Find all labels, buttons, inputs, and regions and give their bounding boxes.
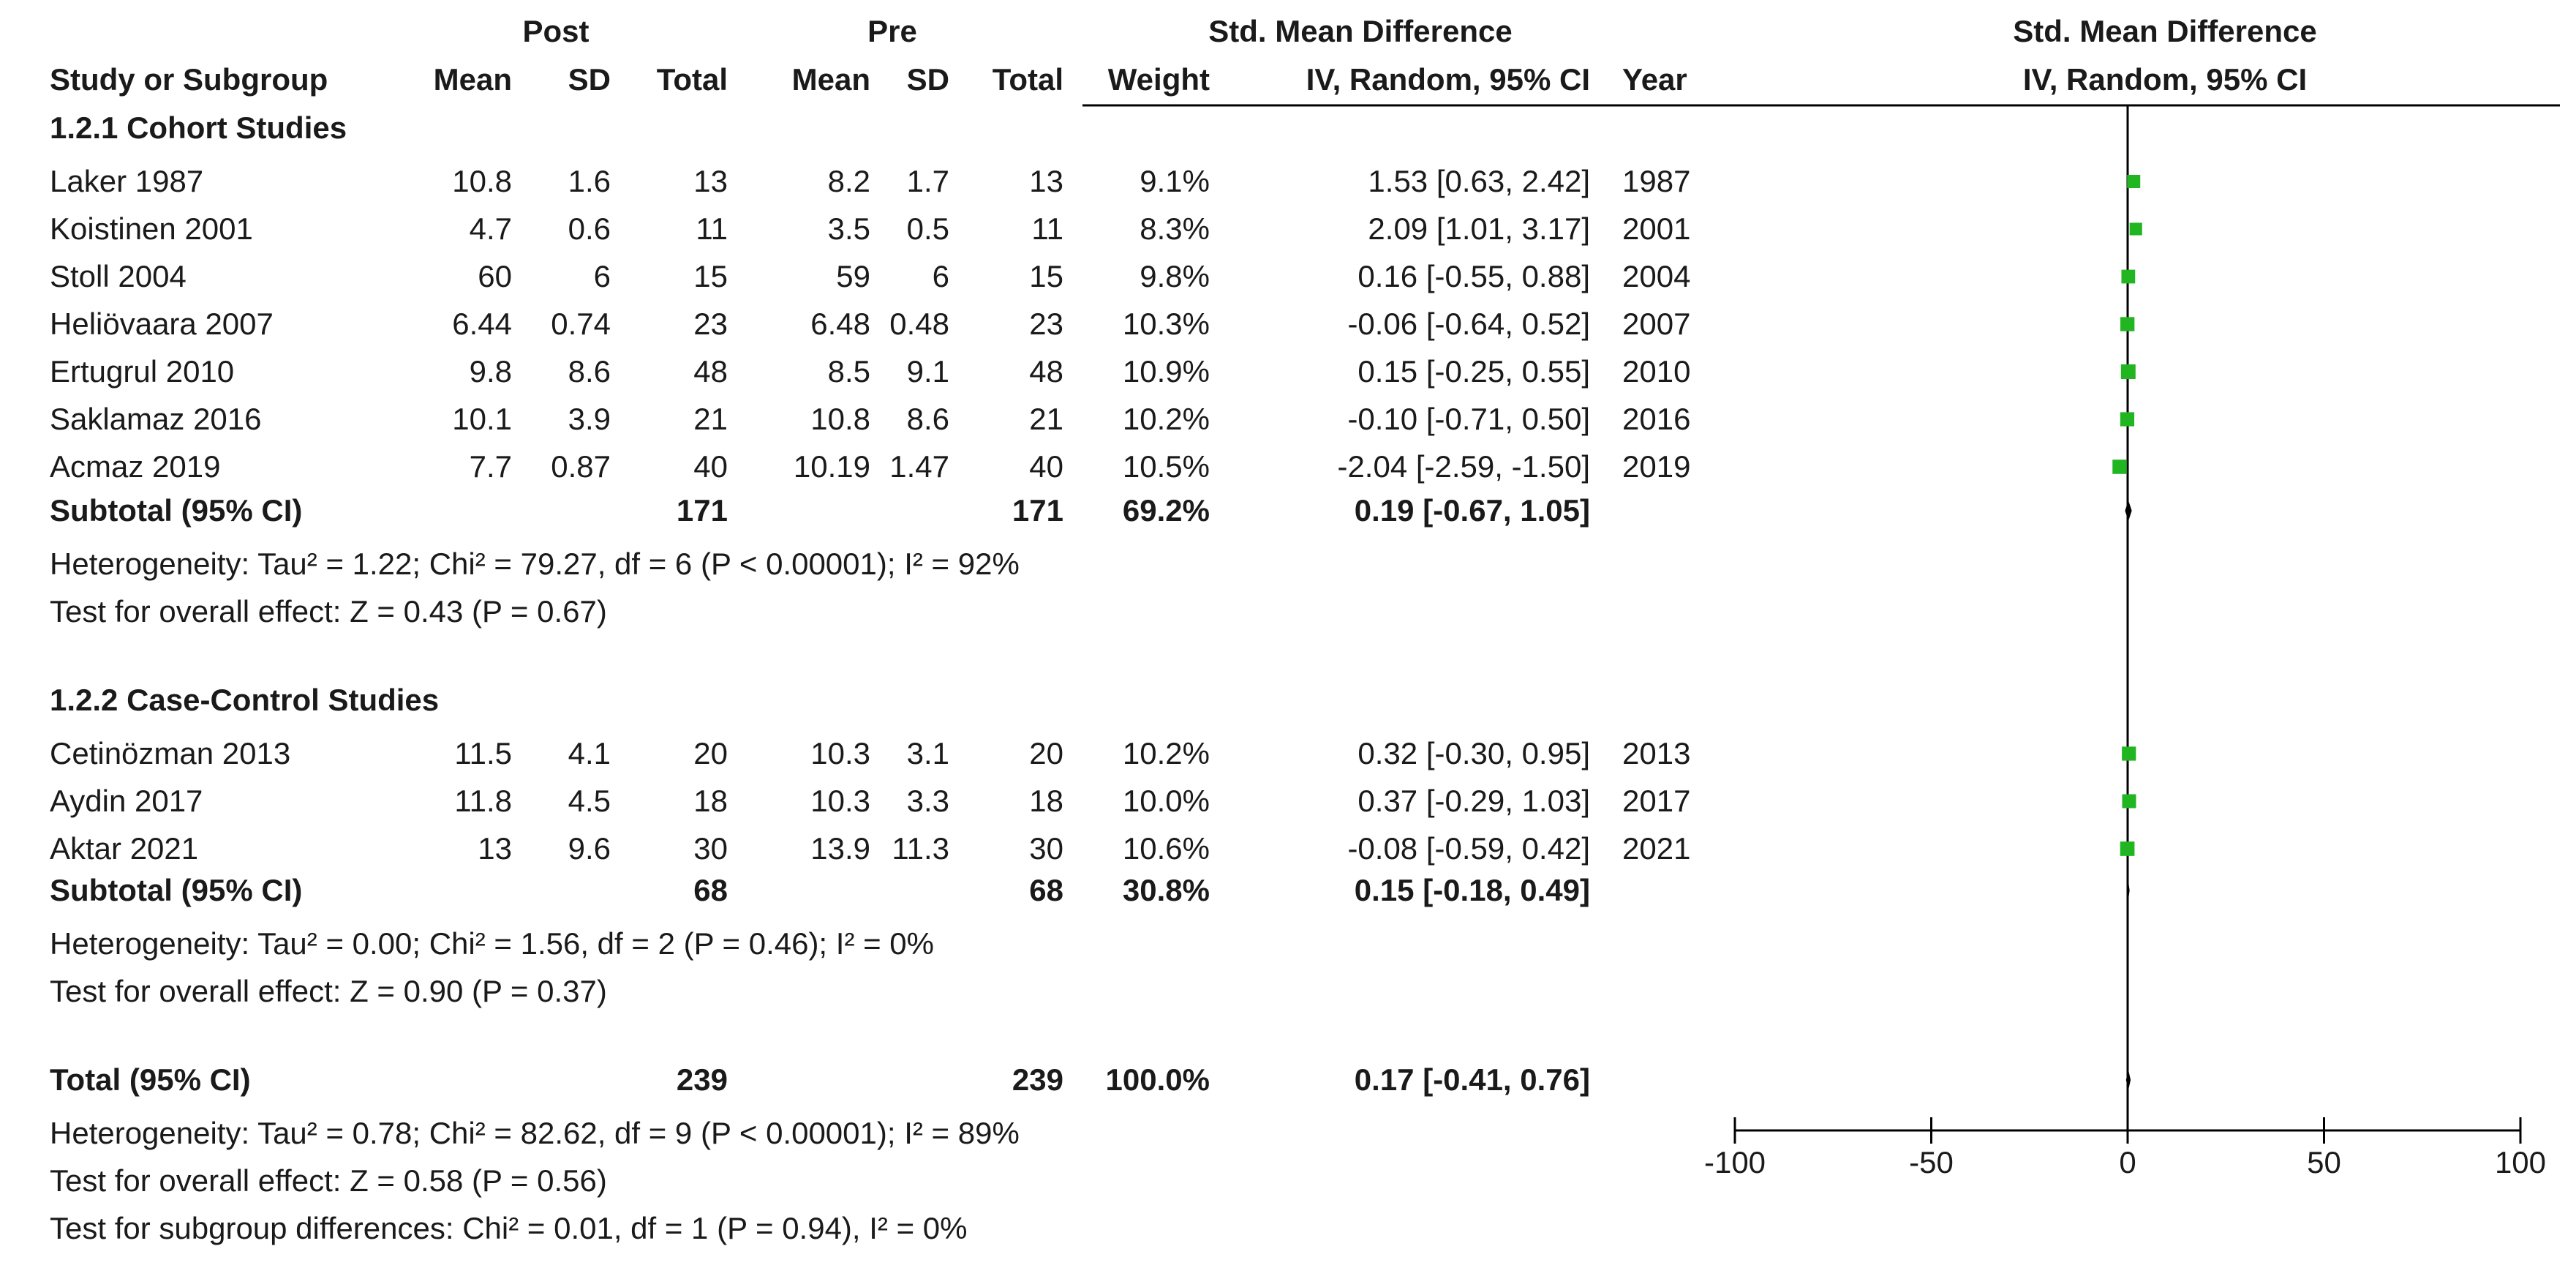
pre-sd: 3.1 [906,736,949,770]
effect-ci: 0.37 [-0.29, 1.03] [1357,784,1590,818]
study-marker [2130,222,2142,235]
weight: 10.6% [1122,831,1210,866]
study-marker [2127,175,2140,188]
study-marker [2120,412,2134,426]
effect-ci: 1.53 [0.63, 2.42] [1368,164,1590,198]
x-tick-label: -50 [1909,1145,1954,1179]
weight: 10.0% [1122,784,1210,818]
post-mean: 60 [478,259,512,293]
pre-mean: 10.3 [810,736,870,770]
subtotal-post-total: 171 [676,493,728,528]
study-name: Aktar 2021 [50,831,199,866]
weight: 9.1% [1140,164,1210,198]
weight: 8.3% [1140,211,1210,246]
total-overall-effect-text: Test for overall effect: Z = 0.58 (P = 0.56) [50,1163,607,1198]
subtotal-label: Subtotal (95% CI) [50,873,303,907]
post-sd: 6 [593,259,611,293]
header-mean1: Mean [433,62,512,97]
year: 2021 [1622,831,1691,866]
pre-mean: 3.5 [827,211,870,246]
x-tick-label: 50 [2307,1145,2341,1179]
subtotal-pre-total: 171 [1012,493,1063,528]
effect-ci: 0.16 [-0.55, 0.88] [1357,259,1590,293]
total-label: Total (95% CI) [50,1062,251,1097]
post-sd: 8.6 [568,354,611,389]
year: 2017 [1622,784,1691,818]
header-smd-right: Std. Mean Difference [2013,14,2317,48]
subtotal-effect-ci: 0.15 [-0.18, 0.49] [1354,873,1590,907]
weight: 10.9% [1122,354,1210,389]
study-name: Laker 1987 [50,164,204,198]
post-mean: 6.44 [452,307,512,341]
total-weight: 100.0% [1105,1062,1210,1097]
effect-ci: -0.10 [-0.71, 0.50] [1347,402,1590,436]
weight: 9.8% [1140,259,1210,293]
header-sd1: SD [568,62,611,97]
pre-mean: 8.2 [827,164,870,198]
effect-ci: 0.15 [-0.25, 0.55] [1357,354,1590,389]
effect-ci: -0.06 [-0.64, 0.52] [1347,307,1590,341]
total-effect-ci: 0.17 [-0.41, 0.76] [1354,1062,1590,1097]
post-mean: 11.8 [454,784,512,818]
header-total2: Total [992,62,1063,97]
subtotal-pre-total: 68 [1029,873,1063,907]
weight: 10.3% [1122,307,1210,341]
x-tick-label: 0 [2119,1145,2136,1179]
header-mean2: Mean [791,62,870,97]
subgroup-differences-text: Test for subgroup differences: Chi² = 0.01, df = 1 (P = 0.94), I² = 0% [50,1211,968,1245]
pre-sd: 1.47 [889,449,949,484]
pre-total: 21 [1029,402,1063,436]
subtotal-weight: 69.2% [1122,493,1210,528]
post-total: 13 [693,164,728,198]
effect-ci: -0.08 [-0.59, 0.42] [1347,831,1590,866]
pre-mean: 10.19 [793,449,870,484]
pre-sd: 1.7 [906,164,949,198]
heterogeneity-text: Heterogeneity: Tau² = 0.00; Chi² = 1.56, df = 2 (P = 0.46); I² = 0% [50,926,934,961]
study-name: Acmaz 2019 [50,449,221,484]
pre-mean: 13.9 [810,831,870,866]
heterogeneity-text: Heterogeneity: Tau² = 1.22; Chi² = 79.27, df = 6 (P < 0.00001); I² = 92% [50,547,1020,581]
total-heterogeneity-text: Heterogeneity: Tau² = 0.78; Chi² = 82.62, df = 9 (P < 0.00001); I² = 89% [50,1116,1020,1150]
pre-sd: 11.3 [892,831,949,866]
header-pre: Pre [867,14,917,48]
study-marker [2121,364,2136,379]
pooled-diamond [2125,500,2131,521]
year: 2019 [1622,449,1691,484]
pre-sd: 9.1 [906,354,949,389]
header-ci-left: IV, Random, 95% CI [1306,62,1590,97]
post-sd: 9.6 [568,831,611,866]
total-pre-total: 239 [1012,1062,1063,1097]
post-sd: 1.6 [568,164,611,198]
study-marker [2122,746,2136,760]
weight: 10.2% [1122,736,1210,770]
pre-total: 23 [1029,307,1063,341]
post-sd: 0.6 [568,211,611,246]
post-total: 21 [693,402,728,436]
header-study: Study or Subgroup [50,62,328,97]
year: 2001 [1622,211,1691,246]
pre-sd: 0.5 [906,211,949,246]
post-total: 11 [696,211,728,246]
effect-ci: 0.32 [-0.30, 0.95] [1357,736,1590,770]
study-marker [2120,317,2134,331]
pre-mean: 10.3 [810,784,870,818]
year: 2013 [1622,736,1691,770]
post-mean: 9.8 [469,354,512,389]
study-name: Cetinözman 2013 [50,736,291,770]
year: 2007 [1622,307,1691,341]
study-name: Saklamaz 2016 [50,402,262,436]
study-name: Aydin 2017 [50,784,203,818]
pre-mean: 10.8 [810,402,870,436]
pre-total: 15 [1029,259,1063,293]
year: 2016 [1622,402,1691,436]
study-name: Koistinen 2001 [50,211,253,246]
year: 2010 [1622,354,1691,389]
post-total: 30 [693,831,728,866]
header-sd2: SD [906,62,949,97]
post-mean: 4.7 [469,211,512,246]
post-mean: 10.8 [452,164,512,198]
effect-ci: -2.04 [-2.59, -1.50] [1337,449,1590,484]
group-title-case-control: 1.2.2 Case-Control Studies [50,683,440,717]
pre-total: 20 [1029,736,1063,770]
post-total: 20 [693,736,728,770]
pre-sd: 8.6 [906,402,949,436]
pre-sd: 0.48 [889,307,949,341]
total-post-total: 239 [676,1062,728,1097]
post-mean: 10.1 [452,402,512,436]
pre-mean: 8.5 [827,354,870,389]
pre-total: 13 [1029,164,1063,198]
post-total: 18 [693,784,728,818]
header-smd-left: Std. Mean Difference [1208,14,1513,48]
effect-ci: 2.09 [1.01, 3.17] [1368,211,1590,246]
study-marker [2121,270,2135,284]
group-title-cohort: 1.2.1 Cohort Studies [50,110,347,145]
subtotal-label: Subtotal (95% CI) [50,493,303,528]
overall-effect-text: Test for overall effect: Z = 0.90 (P = 0.37) [50,974,607,1008]
post-mean: 11.5 [454,736,512,770]
post-sd: 0.74 [551,307,611,341]
post-total: 40 [693,449,728,484]
post-sd: 4.1 [568,736,611,770]
pre-mean: 59 [836,259,870,293]
pre-total: 11 [1031,211,1063,246]
study-name: Ertugrul 2010 [50,354,235,389]
study-marker [2120,841,2135,856]
study-name: Stoll 2004 [50,259,187,293]
subtotal-post-total: 68 [693,873,728,907]
post-total: 15 [693,259,728,293]
header-total1: Total [656,62,728,97]
weight: 10.2% [1122,402,1210,436]
pre-sd: 3.3 [906,784,949,818]
study-marker [2112,459,2127,474]
post-total: 48 [693,354,728,389]
post-mean: 13 [478,831,512,866]
post-mean: 7.7 [469,449,512,484]
header-post: Post [522,14,590,48]
year: 2004 [1622,259,1691,293]
header-weight: Weight [1107,62,1210,97]
post-sd: 0.87 [551,449,611,484]
pre-total: 40 [1029,449,1063,484]
weight: 10.5% [1122,449,1210,484]
x-tick-label: 100 [2494,1145,2547,1179]
post-sd: 4.5 [568,784,611,818]
x-tick-label: -100 [1703,1145,1766,1179]
pre-total: 48 [1029,354,1063,389]
pre-sd: 6 [932,259,949,293]
pre-total: 30 [1029,831,1063,866]
subtotal-weight: 30.8% [1122,873,1210,907]
pre-mean: 6.48 [810,307,870,341]
subtotal-effect-ci: 0.19 [-0.67, 1.05] [1354,493,1590,528]
study-name: Heliövaara 2007 [50,307,274,341]
header-ci-right: IV, Random, 95% CI [2022,62,2308,97]
header-year: Year [1622,62,1687,97]
year: 1987 [1622,164,1691,198]
pre-total: 18 [1029,784,1063,818]
study-marker [2122,795,2136,809]
post-sd: 3.9 [568,402,611,436]
post-total: 23 [693,307,728,341]
overall-effect-text: Test for overall effect: Z = 0.43 (P = 0.67) [50,594,607,629]
